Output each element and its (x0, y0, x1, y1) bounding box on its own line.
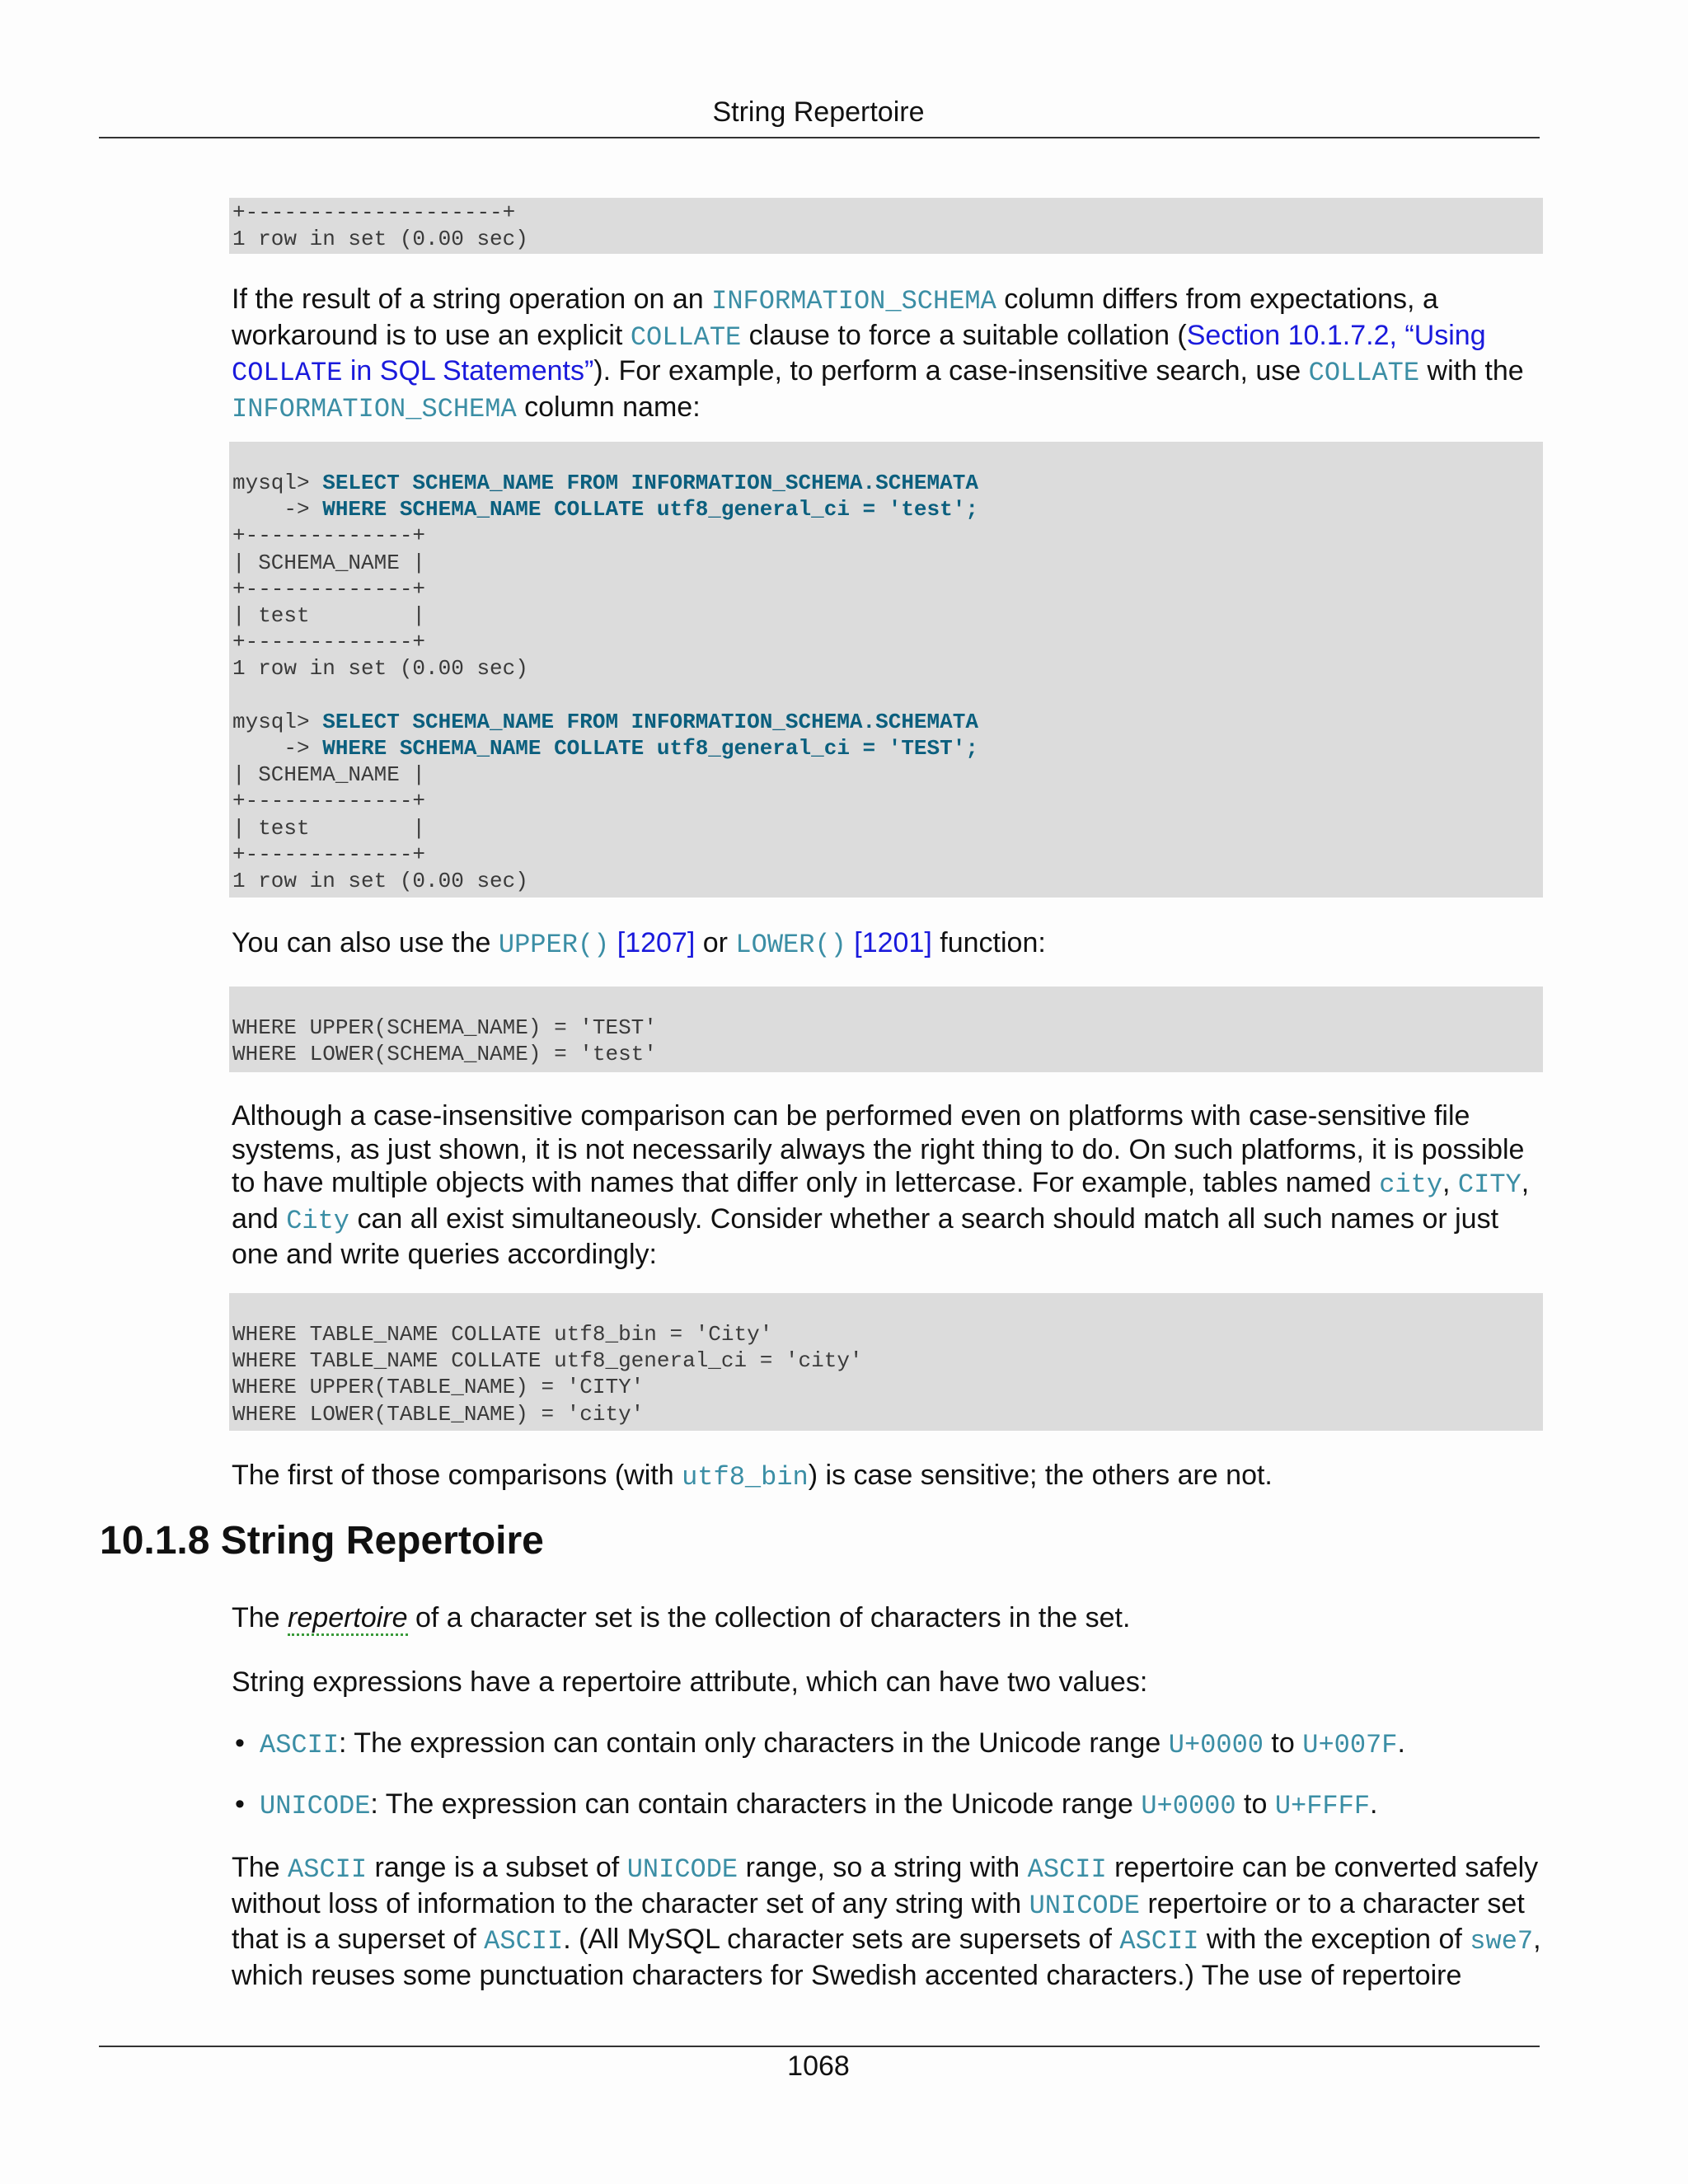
glossary-term-repertoire[interactable]: repertoire (288, 1602, 408, 1636)
code-term: city (1379, 1169, 1443, 1200)
sql-command: SELECT SCHEMA_NAME FROM INFORMATION_SCHEMA.SCHEMATA (322, 471, 978, 495)
code-term: ASCII (288, 1854, 368, 1885)
sql-command: SELECT SCHEMA_NAME FROM INFORMATION_SCHEMA.SCHEMATA (322, 709, 978, 734)
code-term: utf8_bin (682, 1462, 809, 1493)
page-number: 1068 (787, 2050, 850, 2082)
code-term: U+FFFF (1274, 1791, 1371, 1821)
bullet-icon: • (235, 1727, 245, 1759)
code-term: ASCII (260, 1730, 340, 1760)
code-block-upper-lower: WHERE UPPER(SCHEMA_NAME) = 'TEST' WHERE LOWER(SCHEMA_NAME) = 'test' (229, 987, 1543, 1072)
code-term: U+0000 (1168, 1730, 1264, 1760)
code-term: INFORMATION_SCHEMA (711, 286, 996, 316)
paragraph-repertoire-definition: The repertoire of a character set is the collection of characters in the set. (232, 1601, 1542, 1635)
code-block-collate-example: mysql> SELECT SCHEMA_NAME FROM INFORMATION_SCHEMA.SCHEMATA -> WHERE SCHEMA_NAME COLLATE utf8_general_ci = 'test'; +-------------+ | SCHEMA_NAME | +-------------+ | test | +-------------+ 1 row in set (0.00 sec) mysql> SELECT SCHEMA_NAME FROM INFORMATION_SCHEMA.SCHEMATA -> WHERE SCHEMA_NAME COLLATE utf8_general_ci = 'TEST'; | SCHEMA_NAME | +-------------+ | test | +-------------+ 1 row in set (0.00 sec) (229, 442, 1543, 898)
code-term: U+0000 (1141, 1791, 1236, 1821)
sql-command: WHERE SCHEMA_NAME COLLATE utf8_general_ci = 'TEST'; (322, 736, 978, 762)
code-term: COLLATE (1308, 358, 1420, 388)
paragraph-upper-lower: You can also use the UPPER() [1207] or LOWER() [1201] function: (232, 927, 1046, 960)
paragraph-case-sensitive-note: The first of those comparisons (with utf8_bin) is case sensitive; the others are not. (232, 1460, 1273, 1493)
code-term: UNICODE (626, 1854, 738, 1885)
section-link-using-collate[interactable]: Section 10.1.7.2, “Using COLLATE in SQL Statements” (232, 319, 1486, 388)
code-block-table-name-comparisons: WHERE TABLE_NAME COLLATE utf8_bin = 'City' WHERE TABLE_NAME COLLATE utf8_general_ci = 'city' WHERE UPPER(TABLE_NAME) = 'CITY' WHERE LOWER(TABLE_NAME) = 'city' (229, 1293, 1543, 1431)
code-term: INFORMATION_SCHEMA (232, 393, 517, 424)
paragraph-repertoire-values: String expressions have a repertoire attribute, which can have two values: (232, 1666, 1148, 1698)
paragraph-collate-workaround: If the result of a string operation on an INFORMATION_SCHEMA column differs from expectations, a workaround is to use an explicit COLLATE clause to force a suitable collation (Section 10.1.7.2, “Using COLLATE in SQL Statements”). For example, to perform a case-insensitive search, use COLLATE with the INFORMATION_SCHEMA column name: (232, 284, 1524, 424)
code-line: 1 row in set (0.00 sec) (232, 227, 528, 252)
code-term: ASCII (1119, 1926, 1199, 1957)
code-term: U+007F (1302, 1730, 1398, 1760)
paragraph-ascii-unicode-subset: The ASCII range is a subset of UNICODE range, so a string with ASCII repertoire can be converted safely without loss of information to the character set of any string with UNICODE repertoire or to a character set that is a superset of ASCII. (All MySQL character sets are supersets of ASCII with the exception of swe7, which reuses some punctuation characters for Swedish accented characters.) The use of repertoire (232, 1852, 1541, 1991)
code-term: UNICODE (260, 1791, 371, 1821)
header-rule (99, 137, 1540, 138)
code-term: UNICODE (1029, 1890, 1140, 1921)
code-line: +--------------------+ (232, 200, 516, 225)
running-header: String Repertoire (712, 96, 925, 128)
code-block-result-tail (229, 198, 1543, 254)
reference-link-upper[interactable]: [1207] (609, 927, 696, 958)
code-term: ASCII (1027, 1854, 1107, 1885)
code-term: City (286, 1205, 349, 1236)
section-heading: 10.1.8 String Repertoire (100, 1519, 544, 1563)
reference-link-lower[interactable]: [1201] (846, 927, 932, 958)
query-output: +-------------+ | SCHEMA_NAME | +-------------+ | test | +-------------+ 1 row in set (0.00 sec) (232, 523, 528, 682)
sql-command: WHERE SCHEMA_NAME COLLATE utf8_general_ci = 'test'; (322, 497, 978, 523)
bullet-icon: • (235, 1788, 245, 1820)
code-term: COLLATE (630, 321, 742, 353)
query-output: | SCHEMA_NAME | +-------------+ | test | +-------------+ 1 row in set (0.00 sec) (232, 762, 528, 894)
footer-rule (99, 2046, 1540, 2047)
code-term: CITY (1457, 1169, 1522, 1200)
code-term: ASCII (484, 1926, 564, 1957)
code-term: swe7 (1470, 1926, 1534, 1957)
paragraph-lettercase-platforms: Although a case-insensitive comparison can be performed even on platforms with case-sensitive file systems, as just shown, it is not necessarily always the right thing to do. On such platforms, it is possible to have multiple objects with names that differ only in lettercase. For example, tables named city, CITY, and City can all exist simultaneously. Consider whether a search should match all such names or just one and write queries accordingly: (232, 1100, 1530, 1270)
code-term: UPPER() (498, 930, 610, 960)
code-term: LOWER() (735, 930, 846, 960)
